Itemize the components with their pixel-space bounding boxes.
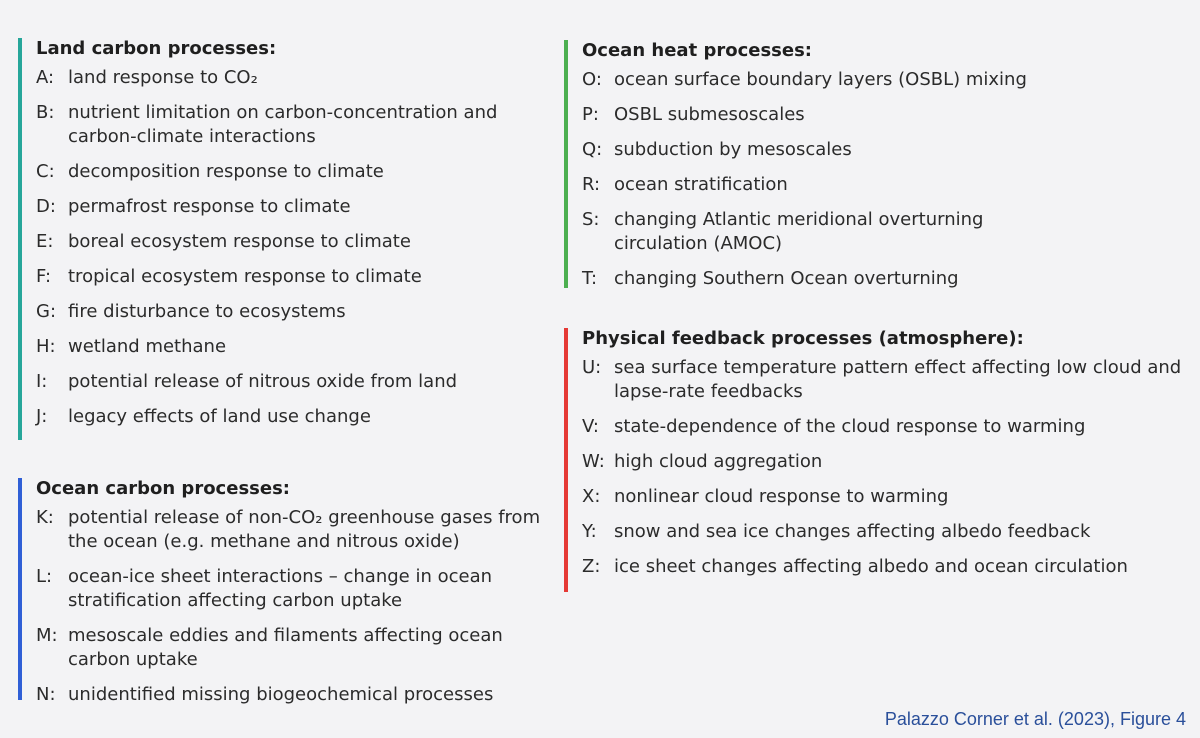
item-letter: D: [36,196,56,217]
list-item [36,101,546,149]
list-item [582,485,1200,509]
list-item [582,520,1200,544]
item-text: legacy effects of land use change [68,406,371,427]
list-item [582,555,1200,579]
item-letter: Q: [582,139,603,160]
list-item [582,267,1052,291]
figure-citation: Palazzo Corner et al. (2023), Figure 4 [884,709,1186,729]
list-item [36,195,546,219]
group-land-carbon [18,38,546,440]
list-item [36,624,556,672]
item-text: permafrost response to climate [68,196,351,217]
item-text: ocean surface boundary layers (OSBL) mixing [614,69,1027,90]
item-list [36,66,546,429]
item-letter: B: [36,102,55,123]
item-letter: K: [36,507,54,528]
item-letter: G: [36,301,57,322]
group-ocean-heat [564,40,1052,288]
item-letter: S: [582,209,600,230]
item-letter: M: [36,625,58,646]
item-letter: N: [36,684,56,705]
item-text: state-dependence of the cloud response to warming [614,416,1086,437]
list-item [36,160,546,184]
item-letter: I: [36,371,48,392]
item-list [36,506,556,707]
item-text: unidentified missing biogeochemical processes [68,684,494,705]
list-item [36,230,546,254]
item-letter: C: [36,161,55,182]
list-item [36,506,556,554]
item-letter: X: [582,486,601,507]
item-letter: F: [36,266,52,287]
list-item [582,68,1052,92]
item-text: snow and sea ice changes affecting albedo feedback [614,521,1091,542]
item-list [582,356,1200,579]
item-text: nonlinear cloud response to warming [614,486,949,507]
item-text: ice sheet changes affecting albedo and ocean circulation [614,556,1128,577]
item-text: fire disturbance to ecosystems [68,301,346,322]
item-text: potential release of non-CO₂ greenhouse gases from the ocean (e.g. methane and nitrous oxide) [68,507,541,552]
item-letter: Z: [582,556,601,577]
item-text: land response to CO₂ [68,67,258,88]
group-title: Land carbon processes: [36,38,277,59]
group-color-bar [564,40,568,288]
list-item [582,138,1052,162]
item-letter: Y: [582,521,597,542]
item-letter: E: [36,231,54,252]
item-letter: L: [36,566,53,587]
list-item [36,66,546,90]
item-list [582,68,1052,291]
list-item [36,265,546,289]
item-text: changing Atlantic meridional overturning circulation (AMOC) [614,209,984,254]
list-item [36,335,546,359]
item-letter: R: [582,174,601,195]
list-item [582,173,1052,197]
list-item [582,415,1200,439]
group-color-bar [18,38,22,440]
item-text: changing Southern Ocean overturning [614,268,959,289]
group-title: Ocean carbon processes: [36,478,290,499]
list-item [36,300,546,324]
item-text: potential release of nitrous oxide from land [68,371,458,392]
item-letter: T: [582,268,598,289]
list-item [582,208,1052,256]
item-text: boreal ecosystem response to climate [68,231,411,252]
item-text: OSBL submesoscales [614,104,805,125]
item-text: subduction by mesoscales [614,139,852,160]
item-text: wetland methane [68,336,227,357]
group-ocean-carbon [18,478,556,705]
group-color-bar [18,478,22,700]
item-text: tropical ecosystem response to climate [68,266,422,287]
item-text: mesoscale eddies and filaments affecting ocean carbon uptake [68,625,503,670]
item-text: sea surface temperature pattern effect affecting low cloud and lapse-rate feedbacks [614,357,1182,402]
item-letter: U: [582,357,602,378]
item-letter: V: [582,416,599,437]
list-item [36,683,556,707]
item-letter: A: [36,67,55,88]
item-letter: H: [36,336,56,357]
item-letter: W: [582,451,605,472]
list-item [36,405,546,429]
list-item [36,565,556,613]
list-item [582,356,1200,404]
list-item [582,450,1200,474]
item-text: decomposition response to climate [68,161,384,182]
group-title: Physical feedback processes (atmosphere): [582,328,1024,349]
item-text: high cloud aggregation [614,451,823,472]
item-text: ocean stratification [614,174,788,195]
item-letter: O: [582,69,602,90]
group-title: Ocean heat processes: [582,40,813,61]
list-item [582,103,1052,127]
list-item [36,370,546,394]
item-letter: J: [36,406,48,427]
item-text: nutrient limitation on carbon-concentration and carbon-climate interactions [68,102,498,147]
item-text: ocean-ice sheet interactions – change in ocean stratification affecting carbon uptake [68,566,493,611]
group-physical-feedback [564,328,1200,592]
group-color-bar [564,328,568,592]
item-letter: P: [582,104,599,125]
